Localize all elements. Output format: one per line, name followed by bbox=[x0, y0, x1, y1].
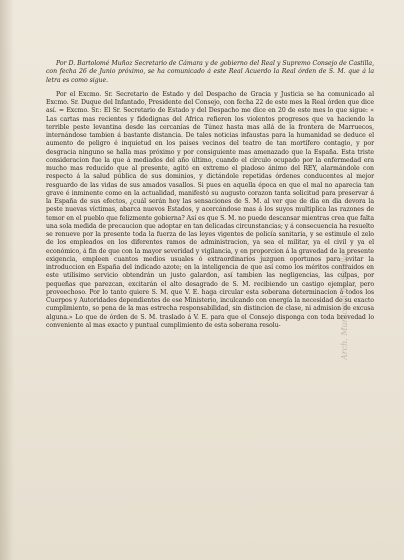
binding-shadow bbox=[0, 0, 14, 560]
preamble-paragraph: Por D. Bartolomé Muñoz Secretario de Cámara y de gobierno del Real y Supremo Consejo de Castilla, con fecha 26 de Junio próximo, se ha comunicado á este Real Acuerdo la Real órden de S. M. que á la letra es como sigue. bbox=[46, 60, 374, 84]
body-paragraph: Por el Excmo. Sr. Secretario de Estado y del Despacho de Gracia y Justicia se ha comunicado al Excmo. Sr. Duque del Infantado, Presidente del Consejo, con fecha 22 de este mes la Real órden que dice así. = Excmo. Sr.: El Sr. Secretario de Estado y del Despacho me dice en 20 de este mes lo que sigue: « Las cartas mas recientes y fidedignas del Africa refieren los violentos progresos que va haciendo la terrible peste levantina desde las cercanías de Túnez hasta mas allá de la frontera de Marruecos, internándose tambien á bastante distancia. De tales noticias infaustas para la humanidad se deduce el aumento de peligro é inquietud en los paises vecinos del teatro de tan mortífero contagio, y por desgracia ninguno se halla mas próximo y por consiguiente mas amenazado que la España. Esta triste consideracion fue la que á mediados del año último, cuando el círculo ocupado por la enfermedad era mucho mas reducido que al presente, agitó en extremo el piadoso ánimo del REY, alarmándole con respecto á la salud pública de sus dominios, y dictándole repetidas órdenes conducentes al mejor resguardo de las vidas de sus amados vasallos. Si pues en aquella época en que el mal no aparecia tan grave é inminente como en la actualidad, manifestó su augusto corazon tanta solicitud para preservar á la España de sus efectos, ¿cuál serán hoy las sensaciones de S. M. al ver que de dia en dia devora la peste nuevas víctimas, abarca nuevos Estados, y acercándose mas á los suyos multiplica las razones de temor en el pueblo que felizmente gobierna? Así es que S. M. no puede descansar mientras crea que falta una sola medida de precaucion que adoptar en tan delicadas circunstancias; y á consecuencia ha resuelto se renueve por la presente toda la fuerza de las leyes vigentes de policía sanitaria, y se estimule el zelo de los empleados en los diferentes ramos de administracion, ya sea el militar, ya el civil y ya el económico, á fin de que con la mayor severidad y vigilancia, y en proporcion á la gravedad de la presente exigencia, empleen cuantos medios usuales ó extraordinarios juzguen oportunos para evitar la introduccion en España del indicado azote; en la inteligencia de que así como los méritos contraidos en este utilísimo servicio obtendrán un justo galardon, así tambien las negligencias, las culpas, por pequeñas que parezcan, excitarán el alto desagrado de S. M. recibiendo un castigo ejemplar, pero proveechoso. Por lo tanto quiere S. M. que V. E. haga circular esta soberana determinacion á todos los Cuerpos y Autoridades dependientes de ese Ministerio, inculcando con energía la necesidad de su exacto cumplimiento, so pena de la mas estrecha responsabilidad, sin distincion de clase, ni admision de excusa alguna.» Lo que de órden de S. M. traslado á V. E. para que el Consejo disponga con toda brevedad lo conveniente al mas exacto y puntual cumplimiento de esta soberana resolu- bbox=[46, 90, 374, 329]
document-text bbox=[46, 60, 374, 330]
archive-stamp: Arch. Municipal de Sevilla bbox=[340, 253, 349, 360]
